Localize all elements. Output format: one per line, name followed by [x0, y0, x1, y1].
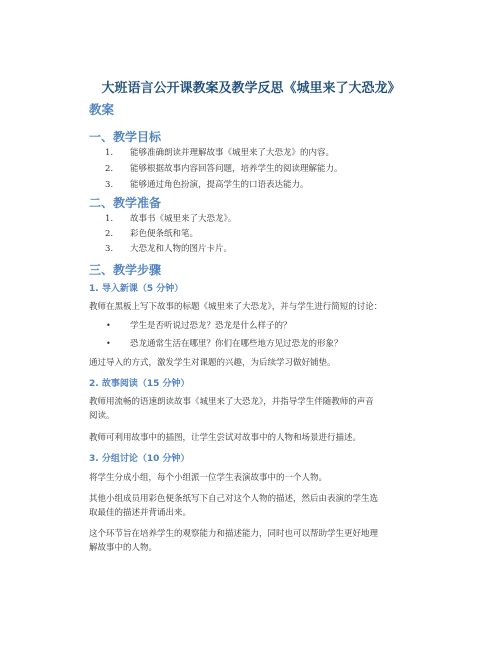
- bullet-item: 学生是否听说过恐龙？恐龙是什么样子的？: [130, 321, 292, 331]
- list-marker: 1.: [105, 148, 114, 158]
- list-item: 彩色便条纸和笔。: [130, 229, 199, 239]
- list-marker: 1.: [105, 214, 114, 224]
- paragraph-line: 这个环节旨在培养学生的观察能力和描述能力，同时也可以帮助学生更好地理: [89, 529, 379, 539]
- heading-teaching-goals: 一、教学目标: [89, 130, 162, 144]
- paragraph-line: 阅读。: [89, 411, 115, 421]
- list-item: 能够准确朗读并理解故事《城里来了大恐龙》的内容。: [130, 148, 335, 158]
- list-item: 大恐龙和人物的图片卡片。: [130, 244, 233, 254]
- paragraph-line: 其他小组成员用彩色便条纸写下自己对这个人物的描述，然后由表演的学生选: [89, 494, 379, 504]
- list-item: 能够通过角色扮演，提高学生的口语表达能力。: [130, 180, 309, 190]
- bullet-item: 恐龙通常生活在哪里？你们在哪些地方见过恐龙的形象？: [130, 339, 343, 349]
- list-marker: 3.: [105, 244, 114, 254]
- step-title-group-discussion: 3. 分组讨论（10 分钟）: [89, 454, 190, 464]
- list-item: 能够根据故事内容回答问题，培养学生的阅读理解能力。: [130, 164, 343, 174]
- step-title-story-reading: 2. 故事阅读（15 分钟）: [89, 379, 190, 389]
- bullet-icon: •: [106, 321, 111, 330]
- section-title-lesson-plan: 教案: [89, 102, 115, 117]
- paragraph: 教师在黑板上写下故事的标题《城里来了大恐龙》，并与学生进行简短的讨论：: [89, 302, 383, 312]
- paragraph-line: 教师用流畅的语速朗读故事《城里来了大恐龙》，并指导学生伴随教师的声音: [89, 397, 374, 407]
- step-title-introduction: 1. 导入新课（5 分钟）: [89, 284, 184, 294]
- paragraph: 将学生分成小组，每个小组派一位学生表演故事中的一个人物。: [89, 473, 328, 483]
- list-item: 故事书《城里来了大恐龙》。: [130, 214, 237, 224]
- list-marker: 2.: [105, 164, 114, 174]
- paragraph-line: 取最佳的描述并背诵出来。: [89, 508, 192, 518]
- heading-teaching-preparation: 二、教学准备: [89, 196, 162, 210]
- document-title: 大班语言公开课教案及教学反思《城里来了大恐龙》: [101, 81, 401, 96]
- heading-teaching-steps: 三、教学步骤: [89, 263, 162, 277]
- paragraph-line: 解故事中的人物。: [89, 543, 158, 553]
- paragraph: 教师可利用故事中的插图，让学生尝试对故事中的人物和场景进行描述。: [89, 433, 362, 443]
- paragraph: 通过导入的方式，激发学生对课题的兴趣，为后续学习做好铺垫。: [89, 358, 336, 368]
- list-marker: 2.: [105, 229, 114, 239]
- bullet-icon: •: [106, 339, 111, 348]
- list-marker: 3.: [105, 180, 114, 190]
